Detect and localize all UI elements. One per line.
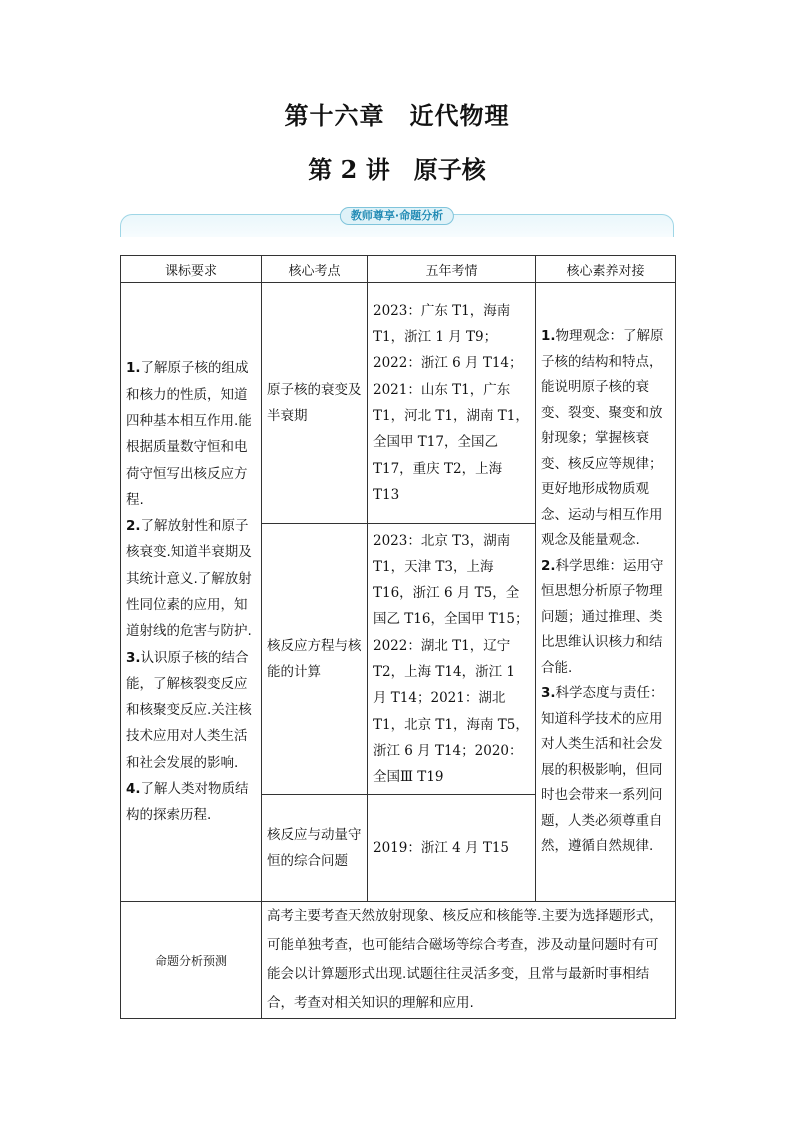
literacy-text: 科学态度与责任：知道科学技术的应用对人类生活和社会发展的积极影响，但同时也会带来一系列问题，人类必须尊重自然，遵循自然规律. bbox=[541, 685, 664, 855]
lecture-title: 第 2 讲 原子核 bbox=[308, 155, 486, 184]
prediction-text: 高考主要考查天然放射现象、核反应和核能等.主要为选择题形式，可能单独考查，也可能结合磁场等综合考查，涉及动量问题时有可能会以计算题形式出现.试题往往灵活多变，且常与最新时事相结合，考查对相关知识的理解和应用. bbox=[262, 902, 676, 1019]
topic-cell: 原子核的衰变及半衰期 bbox=[262, 283, 368, 524]
exam-history-cell: 2023：北京 T3，湖南 T1，天津 T3，上海 T16，浙江 6 月 T5，全国乙 T16，全国甲 T15；2022：湖北 T1，辽宁 T2，上海 T14，浙江 1 月 T14；2021：湖北 T1，北京 T1，海南 T5，浙江 6 月 T14；2020：全国Ⅲ T19 bbox=[368, 524, 536, 795]
literacy-text: 科学思维：运用守恒思想分析原子物理问题；通过推理、类比思维认识核力和结合能. bbox=[541, 557, 664, 676]
column-header: 核心素养对接 bbox=[536, 256, 676, 283]
requirements-cell bbox=[121, 283, 262, 902]
requirement-text: 了解放射性和原子核衰变.知道半衰期及其统计意义.了解放射性同位素的应用，知道射线的危害与防护. bbox=[126, 518, 252, 640]
requirement-item bbox=[126, 776, 256, 829]
column-header: 核心考点 bbox=[262, 256, 368, 283]
table-row bbox=[121, 283, 676, 524]
requirement-item bbox=[126, 355, 256, 513]
literacy-item bbox=[541, 681, 670, 860]
topic-cell: 核反应与动量守恒的综合问题 bbox=[262, 795, 368, 902]
column-header: 五年考情 bbox=[368, 256, 536, 283]
literacy-number: 1. bbox=[541, 328, 556, 345]
topic-cell: 核反应方程与核能的计算 bbox=[262, 524, 368, 795]
table-header-row bbox=[121, 256, 676, 283]
banner-label: 教师尊享·命题分析 bbox=[340, 207, 454, 225]
literacy-text: 物理观念：了解原子核的结构和特点，能说明原子核的衰变、裂变、聚变和放射现象；掌握核衰变、核反应等规律；更好地形成物质观念、运动与相互作用观念及能量观念. bbox=[541, 328, 664, 549]
requirement-item bbox=[126, 645, 256, 776]
curriculum-table bbox=[120, 255, 676, 1019]
prediction-label: 命题分析预测 bbox=[121, 902, 262, 1019]
exam-history-cell: 2023：广东 T1，海南 T1，浙江 1 月 T9；2022：浙江 6 月 T14；2021：山东 T1，广东 T1，河北 T1，湖南 T1，全国甲 T17，全国乙 T17，重庆 T2，上海 T13 bbox=[368, 283, 536, 524]
requirement-number: 2. bbox=[126, 518, 141, 535]
prediction-row bbox=[121, 902, 676, 1019]
analysis-banner bbox=[120, 209, 674, 237]
literacy-number: 2. bbox=[541, 557, 556, 574]
requirement-text: 了解人类对物质结构的探索历程. bbox=[126, 781, 249, 824]
requirement-text: 了解原子核的组成和核力的性质，知道四种基本相互作用.能根据质量数守恒和电荷守恒写出核反应方程. bbox=[126, 360, 252, 508]
literacy-number: 3. bbox=[541, 685, 556, 702]
literacy-item bbox=[541, 324, 670, 554]
requirement-number: 3. bbox=[126, 649, 141, 666]
exam-history-cell: 2019：浙江 4 月 T15 bbox=[368, 795, 536, 902]
requirement-text: 认识原子核的结合能，了解核裂变反应和核聚变反应.关注核技术应用对人类生活和社会发展的影响. bbox=[126, 649, 252, 771]
requirement-number: 1. bbox=[126, 360, 141, 377]
literacy-item bbox=[541, 554, 670, 682]
literacy-cell bbox=[536, 283, 676, 902]
chapter-title: 第十六章 近代物理 bbox=[284, 102, 510, 130]
requirement-item bbox=[126, 513, 256, 644]
column-header: 课标要求 bbox=[121, 256, 262, 283]
requirement-number: 4. bbox=[126, 781, 141, 798]
